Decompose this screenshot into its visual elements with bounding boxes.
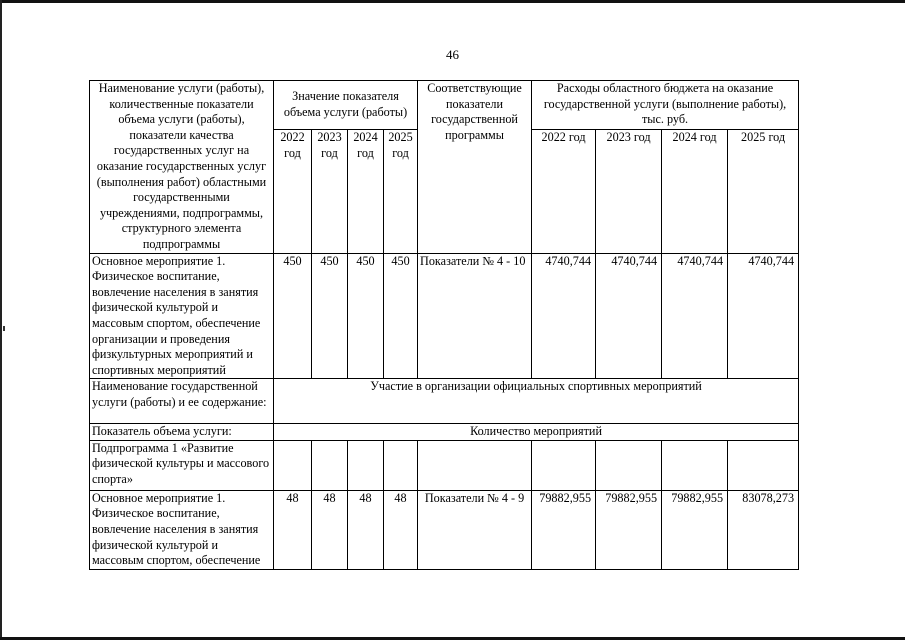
row5-volume-2023: 48 [312,490,348,569]
row5-indicators: Показатели № 4 - 9 [418,490,532,569]
row5-expense-2022: 79882,955 [532,490,596,569]
row1-volume-2024: 450 [348,253,384,379]
row5-volume-2022: 48 [274,490,312,569]
scan-speck [3,326,5,331]
row1-name: Основное мероприятие 1. Физическое воспитание, вовлечение населения в занятия физической культурой и массовым спортом, обеспечение организации и проведения физкультурных мероприятий и спортивных мероприятий [90,253,274,379]
row4-empty-cell [384,440,418,490]
row4-empty-cell [662,440,728,490]
header-year-2022: 2022 год [274,130,312,253]
header-year-2024: 2024 год [348,130,384,253]
row5-name: Основное мероприятие 1. Физическое воспитание, вовлечение населения в занятия физической культурой и массовым спортом, обеспечение [90,490,274,569]
row1-volume-2022: 450 [274,253,312,379]
row2-label: Наименование государственной услуги (работы) и ее содержание: [90,379,274,424]
table-row [90,253,799,379]
table-row [90,379,799,424]
header-year-2025: 2025 год [384,130,418,253]
row3-label: Показатель объема услуги: [90,424,274,441]
row4-empty-cell [596,440,662,490]
row4-empty-cell [348,440,384,490]
row5-expense-2023: 79882,955 [596,490,662,569]
header-expenses-group: Расходы областного бюджета на оказание государственной услуги (выполнение работы), тыс. руб. [532,81,799,130]
row1-expense-2024: 4740,744 [662,253,728,379]
row5-volume-2024: 48 [348,490,384,569]
row1-volume-2023: 450 [312,253,348,379]
row2-service-name: Участие в организации официальных спортивных мероприятий [274,379,799,424]
scan-edge-left [0,0,2,640]
header-expense-2023: 2023 год [596,130,662,253]
row1-volume-2025: 450 [384,253,418,379]
header-volume-group: Значение показателя объема услуги (работы) [274,81,418,130]
row4-empty-cell [728,440,799,490]
budget-table [89,80,799,570]
header-indicators-column: Соответствующие показатели государственной программы [418,81,532,254]
table-row [90,490,799,569]
row4-name: Подпрограмма 1 «Развитие физической культуры и массового спорта» [90,440,274,490]
header-name-column: Наименование услуги (работы), количественные показатели объема услуги (работы), показатели качества государственных услуг на оказание государственных услуг (выполнения работ) областными государственными учреждениями, подпрограммы, структурного элемента подпрограммы [90,81,274,254]
row4-empty-cell [312,440,348,490]
row1-expense-2025: 4740,744 [728,253,799,379]
scan-edge-top [0,0,905,3]
header-year-2023: 2023 год [312,130,348,253]
row4-empty-cell [418,440,532,490]
row4-empty-cell [532,440,596,490]
table-row [90,424,799,441]
row1-indicators: Показатели № 4 - 10 [418,253,532,379]
table-row [90,440,799,490]
header-expense-2024: 2024 год [662,130,728,253]
row4-empty-cell [274,440,312,490]
page-number: 46 [446,47,459,62]
header-expense-2022: 2022 год [532,130,596,253]
row5-expense-2024: 79882,955 [662,490,728,569]
row5-volume-2025: 48 [384,490,418,569]
row1-expense-2022: 4740,744 [532,253,596,379]
header-expense-2025: 2025 год [728,130,799,253]
row3-volume-indicator: Количество мероприятий [274,424,799,441]
row1-expense-2023: 4740,744 [596,253,662,379]
row5-expense-2025: 83078,273 [728,490,799,569]
